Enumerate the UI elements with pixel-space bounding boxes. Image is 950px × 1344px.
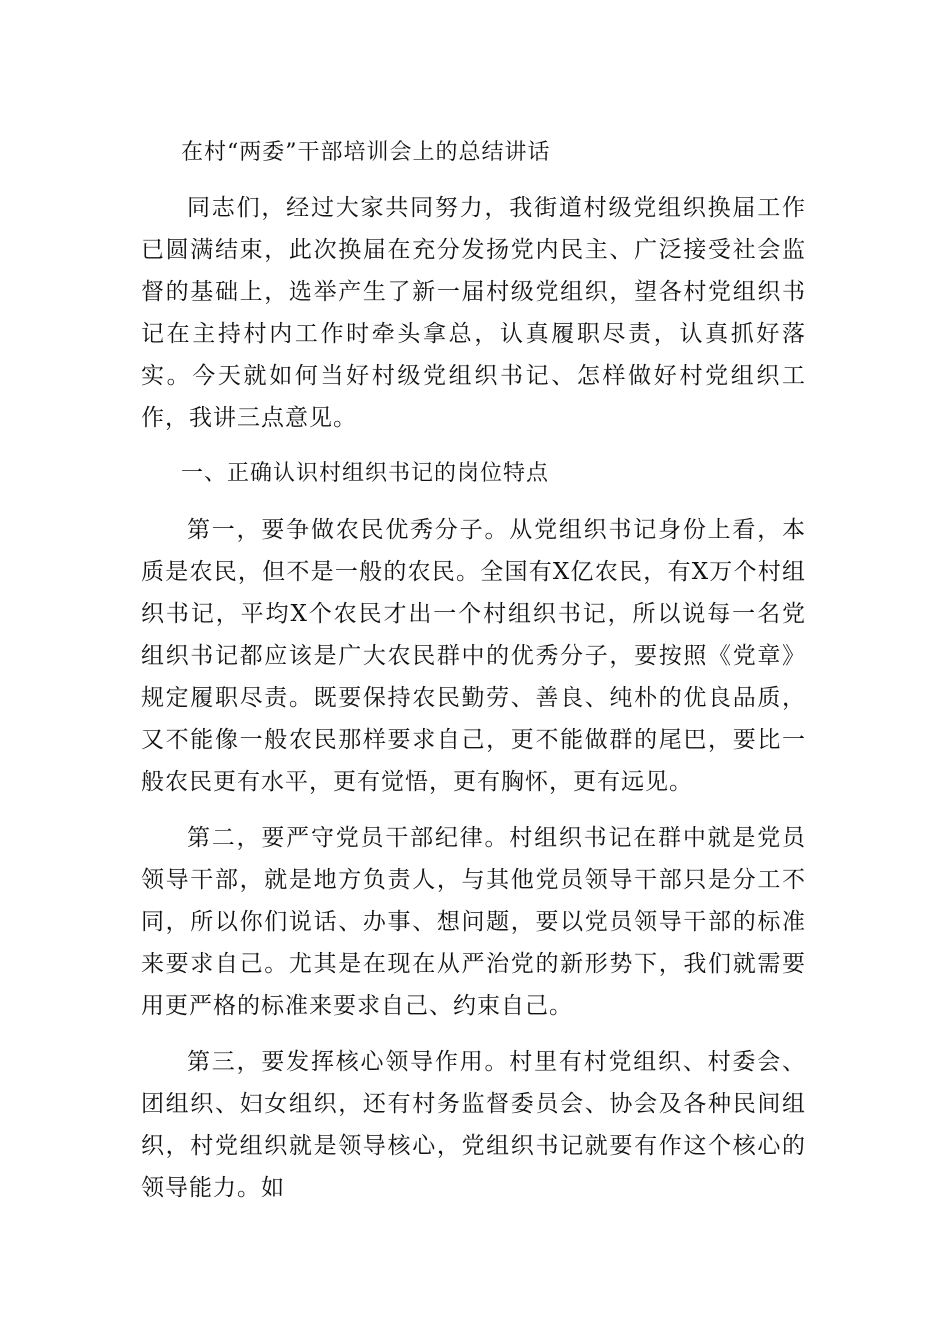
opening-paragraph: 同志们，经过大家共同努力，我街道村级党组织换届工作已圆满结束，此次换届在充分发扬党内民主、广泛接受社会监督的基础上，选举产生了新一届村级党组织，望各村党组织书记在主持村内工作时牵头拿总，认真履职尽责，认真抓好落实。今天就如何当好村级党组织书记、怎样做好村党组织工作，我讲三点意见。 bbox=[141, 195, 806, 431]
section-heading-1: 一、正确认识村组织书记的岗位特点 bbox=[181, 461, 550, 486]
paragraph-point-2: 第二，要严守党员干部纪律。村组织书记在群中就是党员领导干部，就是地方负责人，与其他党员领导干部只是分工不同，所以你们说话、办事、想问题，要以党员领导干部的标准来要求自己。尤其是在现在从严治党的新形势下，我们就需要用更严格的标准来要求自己、约束自己。 bbox=[141, 825, 806, 1019]
document-title: 在村“两委”干部培训会上的总结讲话 bbox=[181, 140, 551, 165]
paragraph-point-3: 第三，要发挥核心领导作用。村里有村党组织、村委会、团组织、妇女组织，还有村务监督委员会、协会及各种民间组织，村党组织就是领导核心，党组织书记就要有作这个核心的领导能力。如 bbox=[141, 1049, 806, 1201]
document-body bbox=[141, 132, 806, 1223]
paragraph-point-1: 第一，要争做农民优秀分子。从党组织书记身份上看，本质是农民，但不是一般的农民。全国有X亿农民，有X万个村组织书记，平均X个农民才出一个村组织书记，所以说每一名党组织书记都应该是广大农民群中的优秀分子，要按照《党章》规定履职尽责。既要保持农民勤劳、善良、纯朴的优良品质，又不能像一般农民那样要求自己，更不能做群的尾巴，要比一般农民更有水平，更有觉悟，更有胸怀，更有远见。 bbox=[141, 517, 806, 795]
